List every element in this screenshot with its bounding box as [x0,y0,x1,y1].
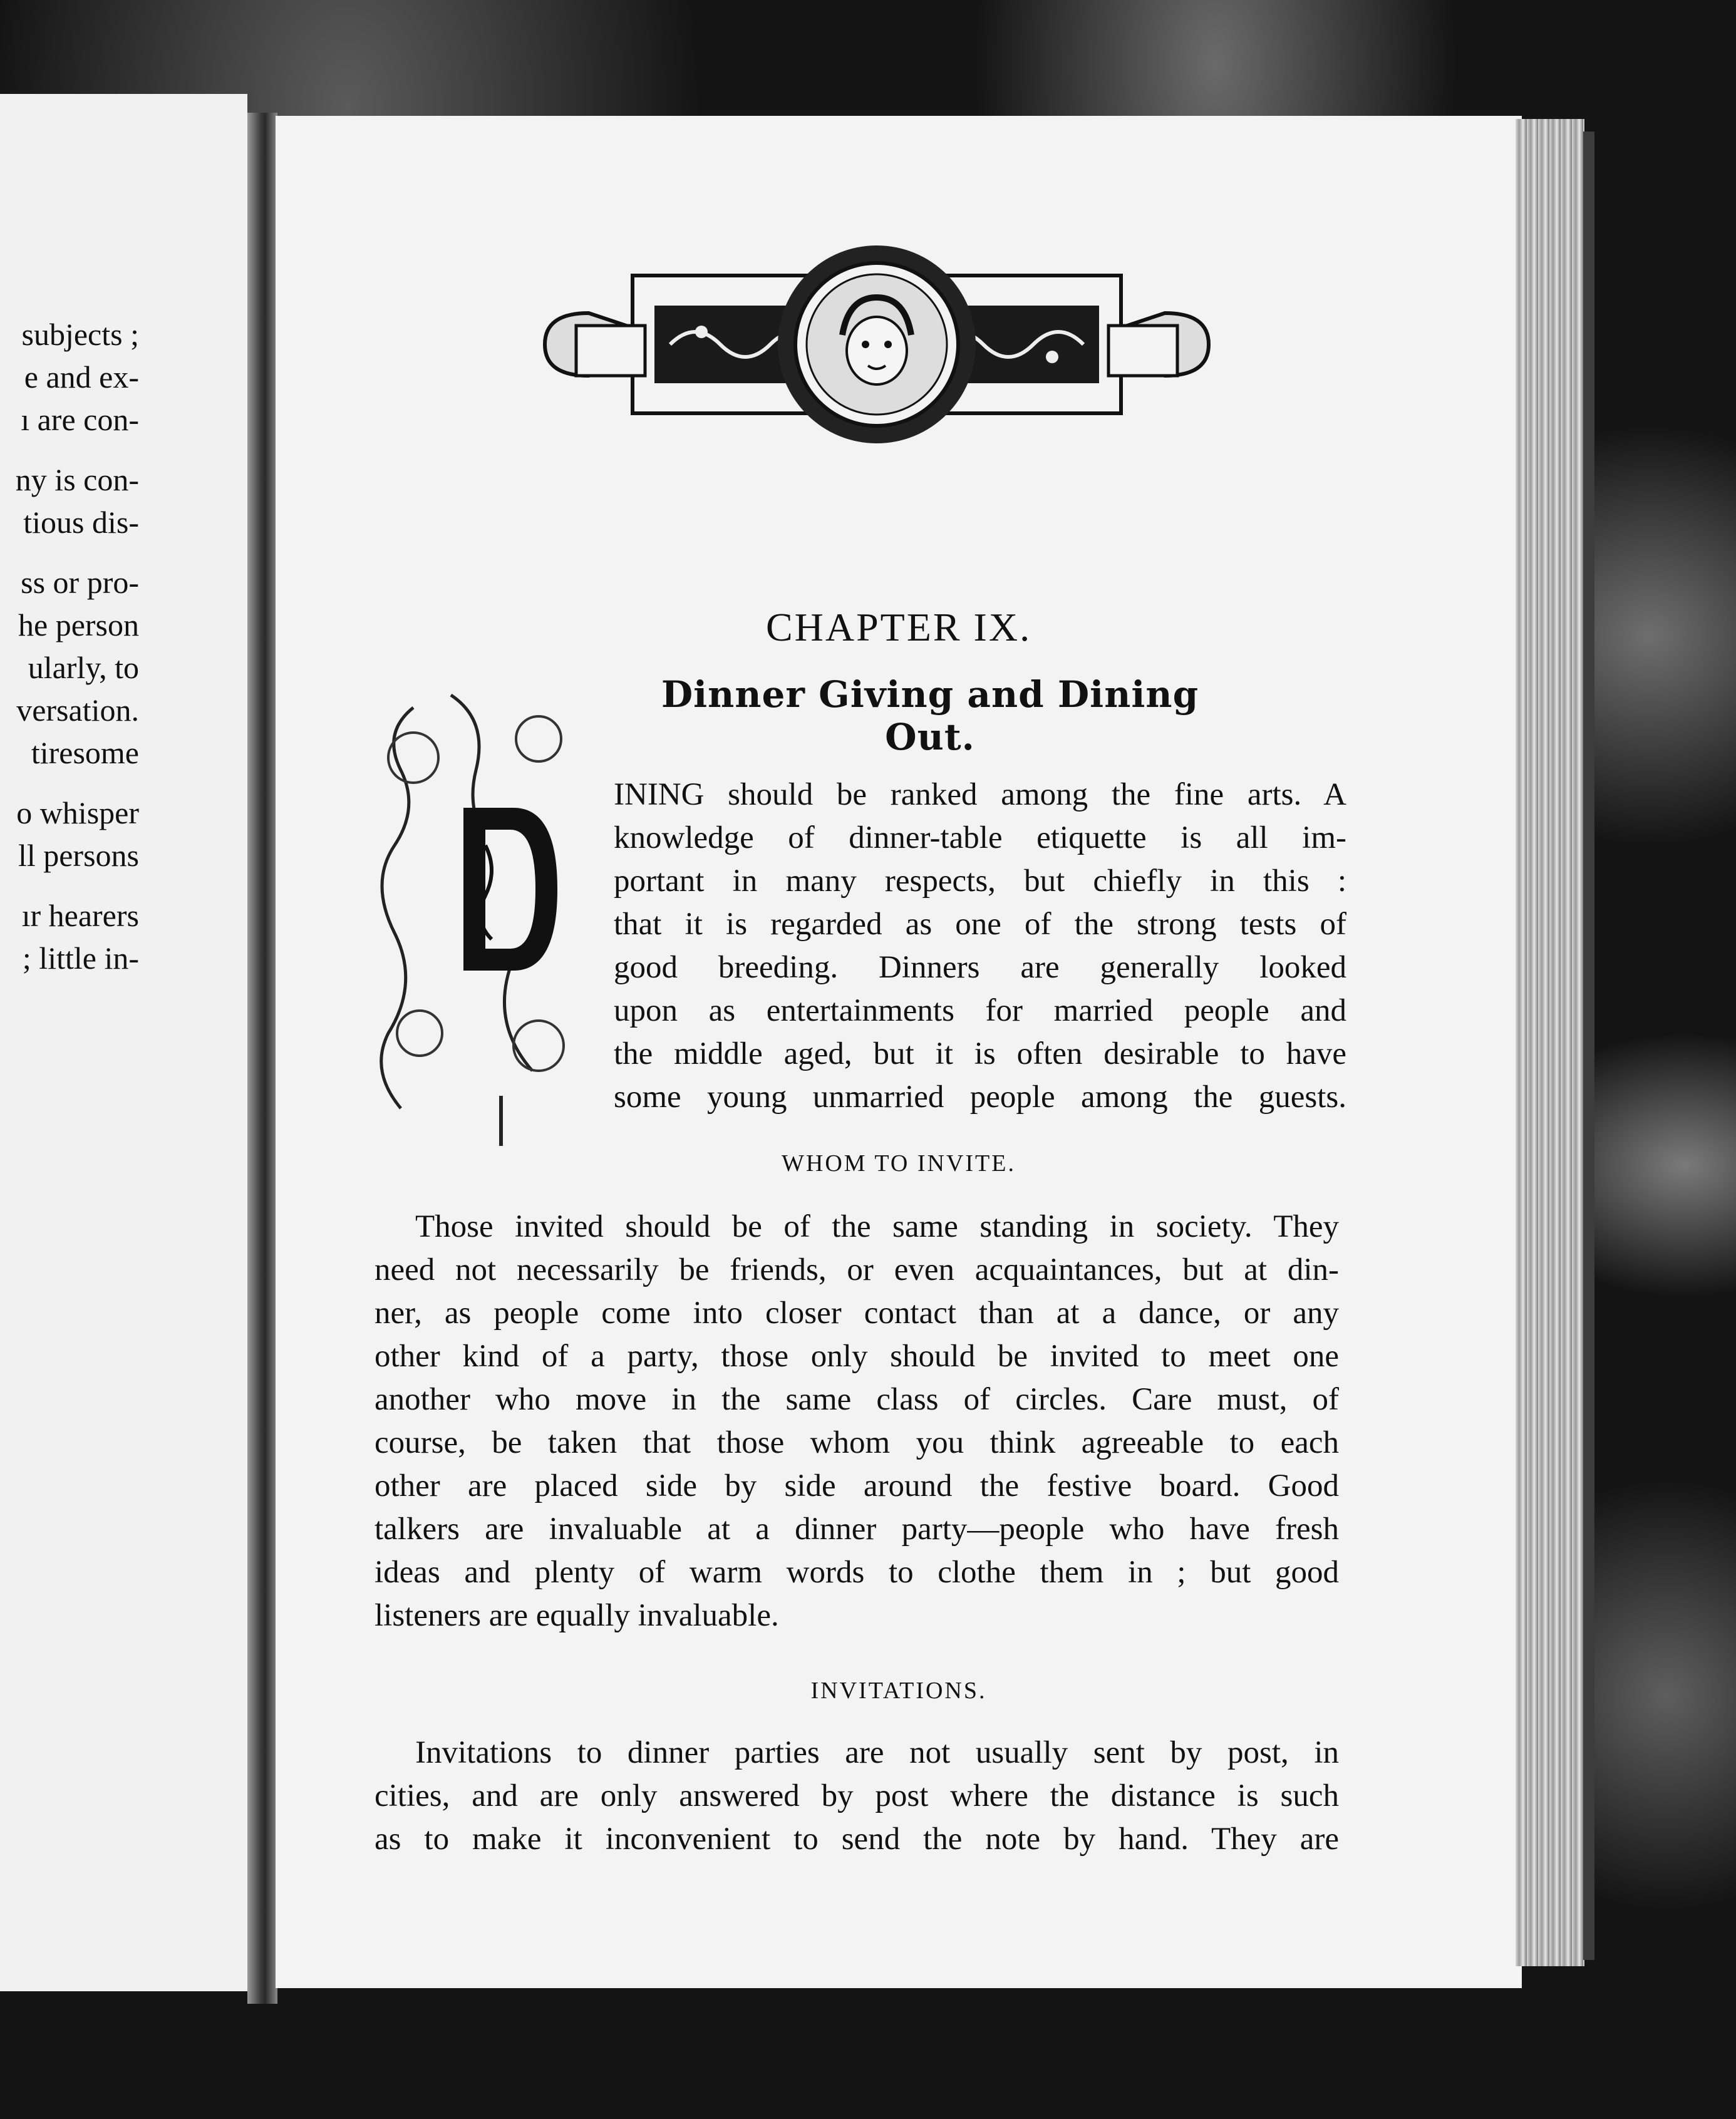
text-line: that it is regarded as one of the strong tests of [614,907,1346,942]
chapter-intro-paragraph [614,773,1346,1119]
page-edges [1516,119,1584,1966]
left-line: versation. [16,693,139,728]
text-line: portant in many respects, but chiefly in this : [614,864,1346,899]
text-line: as to make it inconvenient to send the note by hand. They are [375,1822,1339,1857]
section-heading-invitations: INVITATIONS. [810,1678,987,1704]
left-page-text [0,313,139,979]
text-line: other are placed side by side around the festive board. Good [375,1468,1339,1503]
text-line: course, be taken that those whom you think agreeable to each [375,1425,1339,1460]
text-line: other kind of a party, those only should be invited to meet one [375,1339,1339,1374]
left-line: subjects ; [21,317,139,352]
headpiece-ornament-icon [514,232,1240,445]
text-line: Those invited should be of the same standing in society. They [415,1209,1339,1244]
left-line: ularly, to [28,650,139,685]
left-line: ss or pro- [21,565,139,600]
text-line: another who move in the same class of circles. Care must, of [375,1382,1339,1417]
left-line-gap [0,544,139,561]
left-line: e and ex- [24,359,139,394]
text-line: talkers are invaluable at a dinner party—people who have fresh [375,1512,1339,1547]
text-line: ideas and plenty of warm words to clothe them in ; but good [375,1555,1339,1590]
left-line: o whisper [16,795,139,830]
text-line: some young unmarried people among the guests. [614,1080,1346,1115]
text-line: ner, as people come into closer contact than at a dance, or any [375,1296,1339,1331]
chapter-title: Dinner Giving and Dining Out. [661,673,1199,758]
book-gutter [247,113,277,2004]
left-line: ı are con- [21,402,139,437]
left-line: he person [18,607,139,642]
book-cover-edge [1583,131,1594,1960]
text-line: INING should be ranked among the fine arts. A [614,777,1346,812]
text-line: the middle aged, but it is often desirable to have [614,1036,1346,1071]
text-line: listeners are equally invaluable. [375,1598,779,1633]
left-line-gap [0,774,139,791]
left-line-gap [0,441,139,458]
left-line: ll persons [18,838,139,873]
left-line-gap [0,877,139,894]
section-heading-whom-to-invite: WHOM TO INVITE. [782,1150,1016,1177]
left-line: tiresome [31,735,139,770]
whom-to-invite-paragraph [375,1205,1339,1637]
left-line: ır hearers [21,898,139,933]
text-line: need not necessarily be friends, or even acquaintances, but at din- [375,1252,1339,1287]
text-line: Invitations to dinner parties are not usually sent by post, in [415,1735,1339,1770]
left-line: ; little in- [22,941,139,976]
text-line: knowledge of dinner-table etiquette is all im- [614,820,1346,855]
text-line: good breeding. Dinners are generally looked [614,950,1346,985]
drop-cap-d-icon [376,683,589,1152]
chapter-number: CHAPTER IX. [765,605,1032,649]
left-line: ny is con- [15,462,139,497]
left-line: tious dis- [23,505,139,540]
text-line: cities, and are only answered by post where the distance is such [375,1778,1339,1813]
invitations-paragraph [375,1731,1339,1861]
text-line: upon as entertainments for married people and [614,993,1346,1028]
